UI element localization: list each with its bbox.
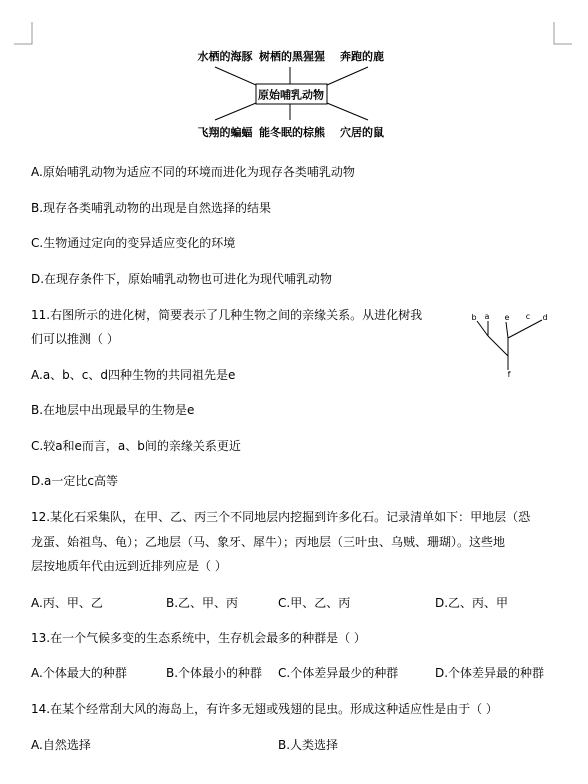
q14-option-b: B.人类选择 bbox=[278, 738, 339, 752]
q12-option-b: B.乙、甲、丙 bbox=[166, 596, 239, 610]
diagram-bottom-left-label: 飞翔的蝙蝠 bbox=[197, 126, 253, 139]
q13-option-a: A.个体最大的种群 bbox=[31, 666, 127, 680]
evolution-tree-diagram bbox=[462, 310, 562, 382]
tree-label-c: c bbox=[525, 312, 531, 321]
q11-stem-line-2: 们可以推测（ ） bbox=[31, 332, 119, 346]
q11-option-c: C.较a和e而言，a、b间的亲缘关系更近 bbox=[31, 439, 241, 453]
diagram-top-left-label: 水栖的海豚 bbox=[197, 50, 253, 63]
q10-option-a: A.原始哺乳动物为适应不同的环境而进化为现存各类哺乳动物 bbox=[31, 165, 355, 179]
q12-stem-line-2: 龙蛋、始祖鸟、龟）；乙地层（马、象牙、犀牛）；丙地层（三叶虫、乌贼、珊瑚）。这些地 bbox=[31, 535, 506, 549]
q12-option-a: A.丙、甲、乙 bbox=[31, 596, 103, 610]
diagram-top-middle-label: 树栖的黑猩猩 bbox=[259, 50, 325, 63]
q12-option-c: C.甲、乙、丙 bbox=[278, 596, 351, 610]
tree-label-b: b bbox=[471, 313, 477, 322]
q13-option-b: B.个体最小的种群 bbox=[166, 666, 263, 680]
q10-option-d: D.在现存条件下，原始哺乳动物也可进化为现代哺乳动物 bbox=[31, 272, 333, 286]
corner-mark-left bbox=[14, 22, 34, 46]
diagram-bottom-middle-label: 能冬眠的棕熊 bbox=[259, 126, 325, 139]
tree-label-d: d bbox=[542, 313, 548, 322]
mammal-radiation-diagram bbox=[190, 44, 400, 144]
q12-option-d: D.乙、丙、甲 bbox=[435, 596, 509, 610]
q12-stem-line-1: 12.某化石采集队，在甲、乙、丙三个不同地层内挖掘到许多化石。记录清单如下：甲地层（恐 bbox=[31, 510, 531, 524]
q11-option-d: D.a一定比c高等 bbox=[31, 474, 119, 488]
diagram-top-right-label: 奔跑的鹿 bbox=[340, 50, 384, 63]
q14-stem: 14.在某个经常刮大风的海岛上，有许多无翅或残翅的昆虫。形成这种适应性是由于（ ） bbox=[31, 702, 498, 716]
q11-stem-line-1: 11.右图所示的进化树，简要表示了几种生物之间的亲缘关系。从进化树我 bbox=[31, 308, 423, 322]
q13-option-c: C.个体差异最少的种群 bbox=[278, 666, 399, 680]
tree-label-e: e bbox=[504, 313, 510, 322]
q11-option-b: B.在地层中出现最早的生物是e bbox=[31, 403, 195, 417]
tree-label-a: a bbox=[484, 312, 490, 321]
diagram-center-label: 原始哺乳动物 bbox=[258, 88, 324, 102]
q10-option-c: C.生物通过定向的变异适应变化的环境 bbox=[31, 236, 236, 250]
corner-mark-right bbox=[552, 22, 572, 46]
q13-option-d: D.个体差异最的种群 bbox=[435, 666, 545, 680]
q11-option-a: A.a、b、c、d四种生物的共同祖先是e bbox=[31, 368, 236, 382]
q12-stem-line-3: 层按地质年代由远到近排列应是（ ） bbox=[31, 559, 227, 573]
tree-label-f: f bbox=[507, 370, 511, 379]
q10-option-b: B.现存各类哺乳动物的出现是自然选择的结果 bbox=[31, 201, 272, 215]
q14-option-a: A.自然选择 bbox=[31, 738, 91, 752]
q13-stem: 13.在一个气候多变的生态系统中，生存机会最多的种群是（ ） bbox=[31, 631, 366, 645]
diagram-bottom-right-label: 穴居的鼠 bbox=[340, 126, 384, 139]
